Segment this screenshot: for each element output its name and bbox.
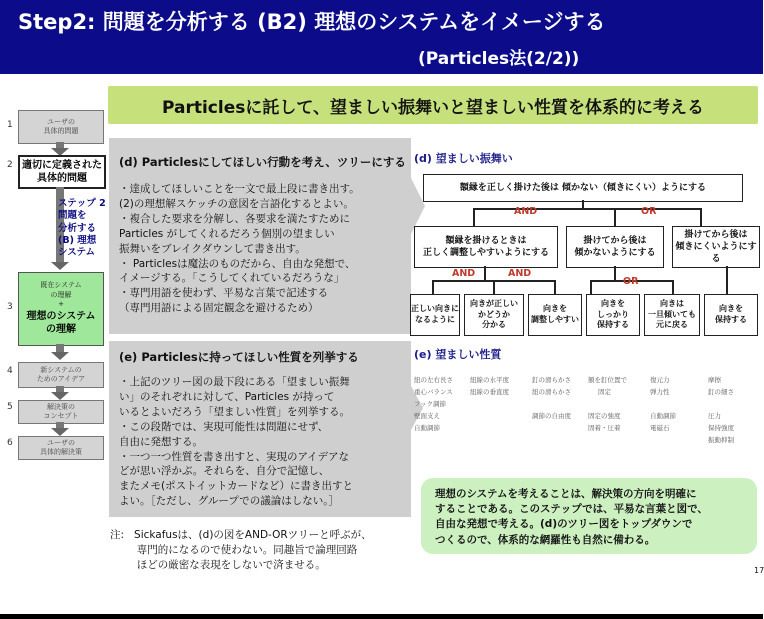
- property-item: 固定の強度: [588, 412, 621, 420]
- tree-leaf-node: 向きは 一旦傾いても 元に戻る: [644, 294, 700, 336]
- slide-title: Step2: 問題を分析する (B2) 理想のシステムをイメージする: [18, 10, 606, 34]
- step-3-existing-label: 既在システム の理解 +: [40, 281, 82, 309]
- panel-d-line: イメージする。「こうしてくれているだろうな」: [119, 272, 345, 285]
- property-spacer: [650, 398, 676, 410]
- tree-connector: [582, 200, 584, 208]
- property-column: [588, 374, 627, 434]
- bottom-bar: [0, 614, 763, 619]
- property-item: 復元力: [650, 376, 670, 384]
- property-item: 圧力: [708, 412, 721, 420]
- summary-box: [421, 478, 757, 554]
- properties-grid: [414, 374, 758, 470]
- panel-e-body: [119, 375, 353, 509]
- tree-leaf-node: 向きが正しい かどうか 分かる: [464, 294, 524, 336]
- tree-connector: [700, 208, 702, 226]
- step-box-5: 解決策の コンセプト: [18, 400, 104, 424]
- tree-title: (d) 望ましい振舞い: [414, 152, 513, 165]
- property-item: フック調節: [414, 400, 447, 408]
- property-item: 紐の左右長さ: [414, 376, 453, 384]
- summary-line: することである。このステップでは、平易な言葉と図で、: [435, 503, 708, 516]
- step-number-1: 1: [7, 120, 13, 130]
- summary-line: 自由な発想で考える。(d)のツリー図をトップダウンで: [435, 518, 693, 531]
- flow-arrow: [51, 352, 69, 360]
- step-number-6: 6: [7, 438, 13, 448]
- panel-d-behaviors: [109, 138, 411, 334]
- theme-banner: Particlesに託して、望ましい振舞いと望ましい性質を体系的に考える: [108, 86, 758, 124]
- property-item: 振動抑制: [708, 436, 734, 444]
- and-label: AND: [452, 268, 476, 279]
- panel-d-line: ・ Particlesは魔法のものだから、自由な発想で、: [119, 257, 356, 270]
- tree-connector: [473, 208, 475, 226]
- property-spacer: [532, 398, 571, 410]
- panel-e-line: どが思い浮かぶ。それらを、自分で記憶し、: [119, 465, 330, 478]
- panel-e-line: またメモ(ポストイットカードなど）に書き出すと: [119, 480, 354, 493]
- tree-connector: [590, 280, 592, 294]
- panel-d-line: ・専門用語を使わず、平易な言葉で記述する: [119, 287, 329, 300]
- step-number-4: 4: [7, 366, 13, 376]
- tree-leaf-node: 向きを しっかり 保持する: [586, 294, 640, 336]
- tree-connector: [493, 280, 495, 294]
- tree-root-node: 額縁を正しく掛けた後は 傾かない（傾きにくい）ようにする: [423, 174, 743, 202]
- panel-d-title: (d) Particlesにしてほしい行動を考え、ツリーにする: [119, 155, 406, 169]
- property-item: 額を釘位置で: [588, 376, 627, 384]
- property-item: 固定: [598, 388, 611, 396]
- tree-mid-node-3: 掛けてから後は 傾きにくいようにする: [672, 226, 760, 268]
- property-column: [414, 374, 453, 434]
- step-box-6: ユーザの 具体的解決策: [18, 436, 104, 460]
- property-item: 釘の滑らかさ: [532, 376, 571, 384]
- panel-e-line: ・この段階では、実現可能性は問題にせず、: [119, 420, 329, 433]
- step-3-ideal-label: 理想のシステム の理解: [26, 310, 96, 336]
- property-column: [532, 374, 571, 422]
- tree-connector: [554, 280, 556, 294]
- tree-leaf-node: 正しい向きに なるように: [410, 294, 460, 336]
- and-label: AND: [514, 206, 538, 217]
- property-item: 電磁石: [650, 424, 670, 432]
- tree-connector: [614, 208, 616, 226]
- and-label: AND: [508, 268, 532, 279]
- flow-arrow: [51, 262, 69, 270]
- property-item: 自動調節: [414, 424, 440, 432]
- footnote-line: 専門的になるので使わない。同趣旨で論理回路: [110, 544, 358, 557]
- panel-d-line: Particles がしてくれるだろう個別の望ましい: [119, 227, 335, 240]
- tree-connector: [484, 266, 486, 280]
- step-box-2: 適切に定義された 具体的問題: [18, 155, 106, 189]
- panel-e-line: 自由に発想する。: [119, 435, 203, 448]
- tree-leaf-node: 向きを 保持する: [704, 294, 758, 336]
- step-number-2: 2: [7, 160, 13, 170]
- or-label: OR: [623, 276, 639, 287]
- tree-mid-node-2: 掛けてから後は 傾かないようにする: [566, 226, 664, 268]
- tree-connector: [614, 266, 616, 280]
- property-column: [470, 374, 509, 398]
- footnote: [110, 528, 372, 574]
- slide-subtitle: (Particles法(2/2)): [418, 49, 580, 69]
- property-item: 紐線の水平度: [470, 376, 509, 384]
- panel-e-line: いるとよいだろう「望ましい性質」を列挙する。: [119, 405, 350, 418]
- tree-connector: [432, 280, 434, 294]
- tree-mid-node-1: 額縁を掛けるときは 正しく調整しやすいようにする: [414, 226, 558, 268]
- panel-d-line: 振舞いをブレイクダウンして書き出す。: [119, 242, 306, 255]
- flow-arrow: [51, 428, 69, 436]
- flow-connector: [56, 344, 64, 352]
- property-spacer: [588, 398, 627, 410]
- summary-line: 理想のシステムを考えることは、解決策の方向を明確に: [435, 488, 697, 500]
- property-item: 固着・圧着: [588, 424, 621, 432]
- tree-connector: [672, 280, 674, 294]
- property-item: 紐の滑らかさ: [532, 388, 571, 396]
- panel-e-line: い」のそれぞれに対して、Particles が持って: [119, 390, 335, 403]
- panel-e-properties: [109, 341, 411, 517]
- panel-d-line: ・達成してほしいことを一文で最上段に書き出す。: [119, 183, 360, 195]
- step-box-4: 新システムの ためのアイデア: [18, 362, 104, 388]
- tree-connector: [726, 266, 728, 294]
- property-item: 重心バランス: [414, 388, 453, 396]
- step-box-1: ユーザの 具体的問題: [18, 110, 104, 144]
- property-item: 摩擦: [708, 376, 721, 384]
- panel-e-line: ・一つ一つ性質を書き出すと、実現のアイデアな: [119, 450, 350, 463]
- summary-line: つくるので、体系的な網羅性も自然に備わる。: [435, 533, 656, 546]
- tree-leaf-node: 向きを 調整しやすい: [528, 294, 582, 336]
- property-item: 壁面支え: [414, 412, 440, 420]
- properties-title: (e) 望ましい性質: [414, 348, 502, 361]
- property-item: 弾力性: [650, 388, 670, 396]
- panel-e-line: ・上記のツリー図の最下段にある「望ましい振舞: [119, 376, 350, 388]
- panel-d-line: ・複合した要求を分解し、各要求を満たすために: [119, 212, 350, 225]
- property-column: [650, 374, 676, 434]
- step-box-3: [18, 272, 104, 346]
- footnote-line: ほどの厳密な表現をしないで済ませる。: [110, 559, 326, 572]
- panel-d-line: (2)の理想解スケッチの意図を言語化するとよい。: [119, 197, 354, 210]
- panel-d-body: [119, 182, 360, 316]
- page-number: 17: [754, 566, 764, 575]
- step-number-3: 3: [7, 302, 13, 312]
- property-item: 保持強度: [708, 424, 734, 432]
- step-2-note: ステップ 2 問題を 分析する (B) 理想 システム: [58, 198, 106, 259]
- property-item: 調節の自由度: [532, 412, 571, 420]
- step-number-5: 5: [7, 402, 13, 412]
- property-column: [708, 374, 734, 446]
- footnote-line: 注: Sickafusは、(d)の図をAND-ORツリーと呼ぶが、: [110, 529, 372, 541]
- property-item: 紐線の垂直度: [470, 388, 509, 396]
- flow-arrow: [51, 392, 69, 400]
- or-label: OR: [641, 206, 657, 217]
- property-item: 自動調節: [650, 412, 676, 420]
- panel-e-title: (e) Particlesに持ってほしい性質を列挙する: [119, 350, 359, 364]
- property-spacer: [708, 398, 734, 410]
- panel-e-line: よい。［ただし、グループでの議論はしない。］: [119, 495, 339, 508]
- panel-d-line: （専門用語による固定観念を避けるため）: [119, 302, 319, 315]
- property-item: 釘の細さ: [708, 388, 734, 396]
- tree-connector: [473, 208, 701, 210]
